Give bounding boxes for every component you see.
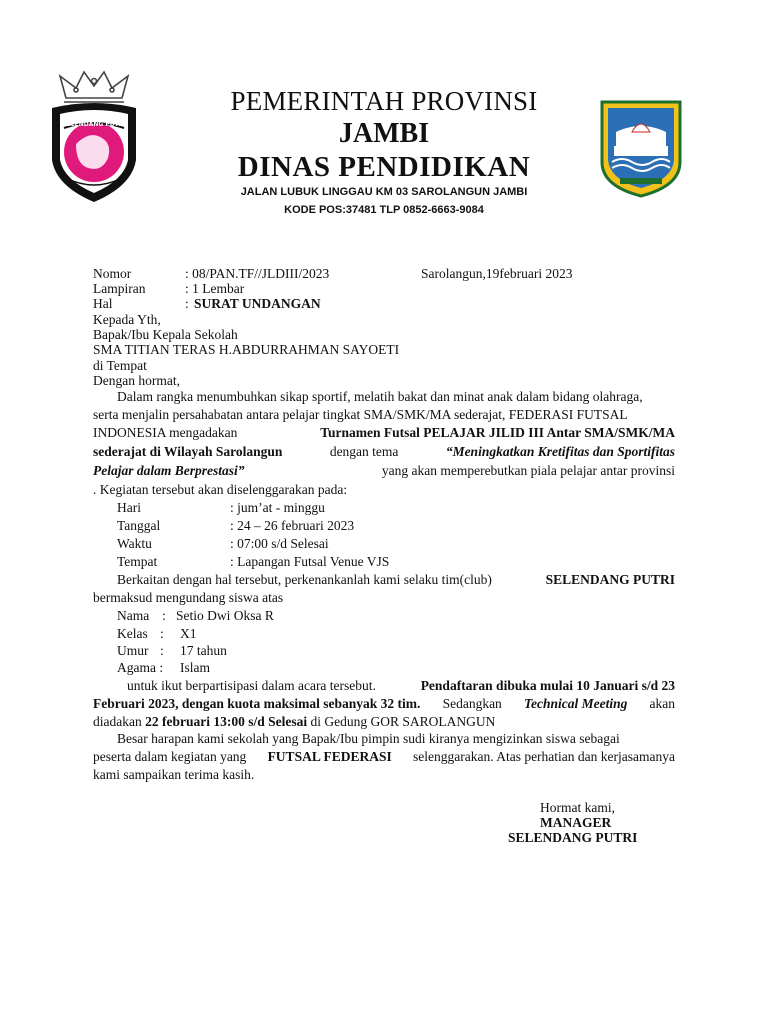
kelas-label: Kelas [117, 626, 148, 641]
para1-line4-c: “Meningkatkan Kretifitas dan Sportifitas [445, 444, 675, 459]
nomor-value: : 08/PAN.TF//JLDIII/2023 [185, 266, 330, 281]
para2-line1 [117, 572, 675, 588]
agama-label: Agama : [117, 660, 164, 675]
para3-line2 [93, 696, 675, 712]
para3-line1 [127, 678, 675, 694]
recipient-school: SMA TITIAN TERAS H.ABDURRAHMAN SAYOETI [93, 342, 400, 357]
para1-line4-a: sederajat di Wilayah Sarolangun [93, 444, 283, 459]
para4-line3: kami sampaikan terima kasih. [93, 767, 255, 782]
para4-line2-a: peserta dalam kegiatan yang [93, 749, 247, 764]
header-dinas: DINAS PENDIDIKAN [237, 151, 531, 183]
waktu-label: Waktu [117, 536, 152, 551]
tanggal-value: : 24 – 26 februari 2023 [230, 518, 355, 533]
logo-text: SELENDANG PUTRI [62, 121, 126, 128]
para1-line2: serta menjalin persahabatan antara pelajar tingkat SMA/SMK/MA sederajat, FEDERASI FUTSAL [93, 407, 628, 422]
header-postal: KODE POS:37481 TLP 0852-6663-9084 [284, 204, 484, 216]
tanggal-label: Tanggal [117, 518, 161, 533]
tempat-value: : Lapangan Futsal Venue VJS [230, 554, 390, 569]
para3-line3-b: 22 februari 13:00 s/d Selesai [145, 714, 308, 729]
para1-line5 [93, 463, 675, 479]
para2-line2: bermaksud mengundang siswa atas [93, 590, 284, 605]
nama-colon: : [162, 608, 166, 623]
para4-line2-b: FUTSAL FEDERASI [267, 749, 392, 764]
hari-label: Hari [117, 500, 141, 515]
para1-line6: . Kegiatan tersebut akan diselenggarakan pada: [93, 482, 348, 497]
hal-colon: : [185, 296, 189, 311]
para4-line1: Besar harapan kami sekolah yang Bapak/Ibu pimpin sudi kiranya mengizinkan siswa sebagai [117, 731, 620, 746]
greeting: Dengan hormat, [93, 373, 180, 388]
para1-line3-a: INDONESIA mengadakan [93, 425, 238, 440]
umur-colon: : [160, 643, 164, 658]
nama-value: Setio Dwi Oksa R [176, 608, 274, 623]
para3-line1-b: Pendaftaran dibuka mulai 10 Januari s/d 23 [420, 678, 675, 693]
para4-line2 [93, 749, 675, 765]
umur-label: Umur [117, 643, 149, 658]
kelas-value: X1 [180, 626, 197, 641]
hari-value: : jum’at - minggu [230, 500, 325, 515]
lampiran-label: Lampiran [93, 281, 146, 296]
para3-line3-c: di Gedung GOR SAROLANGUN [310, 714, 496, 729]
lampiran-value: : 1 Lembar [185, 281, 245, 296]
para3-line1-a: untuk ikut berpartisipasi dalam acara tersebut. [127, 678, 376, 693]
tempat-label: Tempat [117, 554, 158, 569]
signature-title: MANAGER [540, 815, 612, 830]
recipient-place: di Tempat [93, 358, 147, 373]
signature-closing: Hormat kami, [540, 800, 615, 815]
logo-year: 2019 [87, 186, 101, 192]
hal-value: SURAT UNDANGAN [194, 296, 321, 311]
header-address: JALAN LUBUK LINGGAU KM 03 SAROLANGUN JAMBI [240, 186, 528, 198]
para3-line2-d: akan [649, 696, 675, 711]
para3-line3-a: diadakan [93, 714, 142, 729]
umur-value: 17 tahun [180, 643, 227, 658]
header-jambi: JAMBI [338, 118, 430, 149]
para3-line2-b: Sedangkan [442, 696, 502, 711]
para1-line5-b: yang akan memperebutkan piala pelajar antar provinsi [381, 463, 675, 478]
para4-line2-c: selenggarakan. Atas perhatian dan kerjasamanya [412, 749, 675, 764]
para1-line4-b: dengan tema [329, 444, 399, 459]
para1-line4 [93, 444, 675, 460]
recipient-line2: Bapak/Ibu Kepala Sekolah [93, 327, 238, 342]
para3-line2-a: Februari 2023, dengan kuota maksimal sebanyak 32 tim. [93, 696, 421, 711]
para1-line3-b: Turnamen Futsal PELAJAR JILID III Antar SMA/SMK/MA [320, 425, 675, 440]
nomor-label: Nomor [93, 266, 132, 281]
header-province: PEMERINTAH PROVINSI [230, 86, 538, 116]
para2-line1-a: Berkaitan dengan hal tersebut, perkenankanlah kami selaku tim(club) [117, 572, 492, 587]
kelas-colon: : [160, 626, 164, 641]
agama-value: Islam [180, 660, 210, 675]
recipient-line1: Kepada Yth, [93, 312, 161, 327]
waktu-value: : 07:00 s/d Selesai [230, 536, 329, 551]
place-date: Sarolangun,19februari 2023 [421, 266, 573, 281]
hal-label: Hal [93, 296, 113, 311]
para1-line3 [93, 425, 675, 441]
para1-line5-a: Pelajar dalam Berprestasi” [93, 463, 245, 478]
para1-line1: Dalam rangka menumbuhkan sikap sportif, melatih bakat dan minat anak dalam bidang olahraga, [117, 389, 643, 404]
signature-club: SELENDANG PUTRI [508, 830, 638, 845]
nama-label: Nama [117, 608, 150, 623]
para2-line1-b: SELENDANG PUTRI [545, 572, 675, 587]
para3-line2-c: Technical Meeting [523, 696, 628, 711]
para3-line3 [93, 714, 495, 730]
